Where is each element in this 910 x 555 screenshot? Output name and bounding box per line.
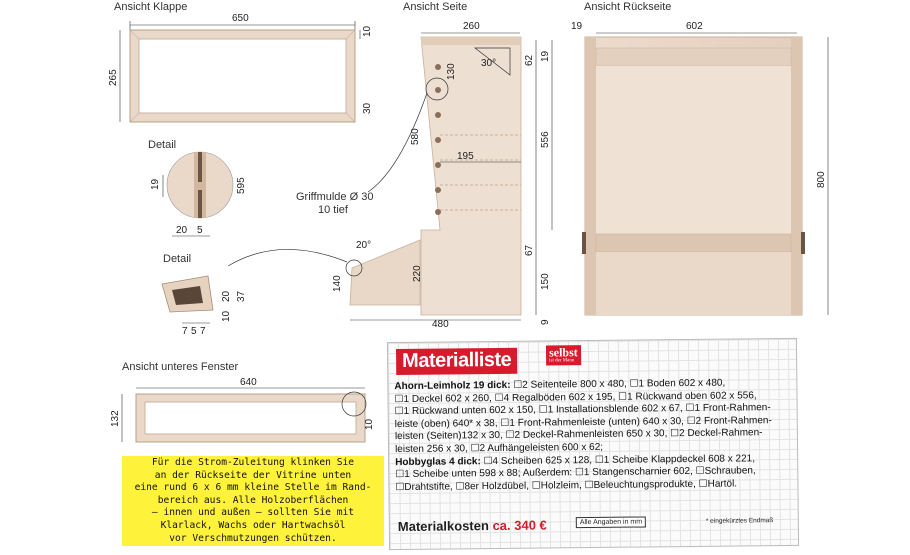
seite-dim-140: 140	[332, 275, 343, 292]
seite-dim-67: 67	[524, 244, 535, 256]
griffmulde-depth: 10 tief	[318, 204, 348, 216]
view-detail-1	[148, 139, 247, 236]
detail2-dim-37: 37	[236, 290, 247, 302]
rueckseite-dim-19: 19	[571, 21, 583, 32]
materialliste-panel	[387, 338, 799, 550]
material-cost	[398, 517, 547, 534]
material-line: Ahorn-Leimholz 19 dick: ☐2 Seitenteile 800 x 480, ☐1 Boden 602 x 480,	[394, 377, 726, 393]
material-line: ☐1 Deckel 602 x 260, ☐4 Regalböden 602 x 195, ☐1 Rückwand oben 602 x 556,	[394, 389, 757, 405]
griffmulde-label: Griffmulde Ø 30	[296, 191, 374, 203]
view-rueckseite	[571, 1, 828, 315]
material-line: ☐1 Rückwand unten 602 x 150, ☐1 Installationsblende 602 x 67, ☐1 Front-Rahmen-	[394, 402, 771, 418]
footnote: * eingekürztes Endmaß	[705, 517, 774, 525]
seite-dim-62: 62	[524, 54, 535, 66]
fenster-dim-10: 10	[364, 418, 375, 430]
seite-dim-480: 480	[432, 319, 449, 330]
note-line: – innen und außen – sollten Sie mit	[151, 507, 355, 519]
material-line: leisten (Seiten)132 x 30, ☐2 Deckel-Rahmenleisten 650 x 30, ☐2 Deckel-Rahmen-	[394, 427, 763, 443]
detail1-title: Detail	[148, 139, 177, 151]
seite-angle-bottom: 20°	[356, 240, 372, 251]
klappe-dim-width: 650	[232, 13, 249, 24]
fenster-dim-width: 640	[240, 377, 257, 388]
detail2-dim-20: 20	[221, 290, 232, 302]
seite-dim-depth: 260	[463, 21, 480, 32]
klappe-dim-height: 265	[108, 69, 119, 86]
brand-badge-text: selbst	[548, 345, 578, 360]
klappe-title: Ansicht Klappe	[114, 1, 188, 13]
note-line: eine rund 6 x 6 mm kleine Stelle im Rand-	[134, 482, 372, 494]
detail2-dim-7b: 7	[200, 326, 206, 337]
seite-title: Ansicht Seite	[403, 1, 468, 13]
note-line: Klarlack, Wachs oder Hartwachsöl	[160, 519, 346, 531]
material-line: leiste (oben) 640* x 38, ☐1 Front-Rahmenleiste (unten) 640 x 30, ☐2 Front-Rahmen-	[394, 414, 772, 430]
detail2-dim-7: 7	[182, 326, 188, 337]
detail1-dim-19: 19	[150, 178, 161, 190]
materialliste-body	[394, 377, 795, 495]
seite-angle-top: 30°	[481, 58, 497, 69]
seite-dim-19: 19	[540, 50, 551, 62]
view-detail-2	[162, 253, 247, 337]
view-fenster	[110, 361, 375, 442]
detail2-title: Detail	[163, 253, 192, 265]
detail1-dim-5: 5	[197, 225, 203, 236]
detail1-dim-20: 20	[176, 225, 188, 236]
seite-dim-220: 220	[412, 265, 423, 282]
view-klappe	[108, 1, 373, 122]
material-line: leisten 256 x 30, ☐2 Aufhängeleisten 600 x 62;	[394, 441, 604, 456]
material-line: ☐1 Scheibe unten 598 x 88; Außerdem: ☐1 Stangenscharnier 602, ☐Schrauben,	[395, 465, 756, 481]
klappe-dim-top: 10	[362, 25, 373, 37]
seite-dim-195: 195	[457, 151, 474, 162]
instruction-note	[122, 456, 384, 546]
seite-dim-150: 150	[540, 273, 551, 290]
fenster-title: Ansicht unteres Fenster	[122, 361, 239, 373]
rueckseite-dim-602: 602	[686, 21, 703, 32]
note-line: vor Verschmutzungen schützen.	[169, 532, 337, 544]
rueckseite-dim-800: 800	[816, 171, 827, 188]
note-line: Für die Strom-Zuleitung klinken Sie	[151, 457, 355, 468]
material-cost-label: Materialkosten	[397, 518, 489, 535]
rueckseite-title: Ansicht Rückseite	[584, 1, 672, 13]
units-note: Alle Angaben in mm	[576, 516, 646, 528]
material-cost-value: ca. 340 €	[492, 517, 547, 534]
materialliste-title: Materialliste	[396, 348, 517, 375]
note-line: an der Rückseite der Vitrine unten	[154, 469, 352, 481]
material-line: Hobbyglas 4 dick: ☐4 Scheiben 625 x 128, ☐1 Scheibe Klappdeckel 608 x 221,	[395, 452, 756, 468]
seite-dim-580: 580	[410, 128, 421, 145]
seite-dim-130: 130	[446, 63, 457, 80]
material-line: ☐Drahtstifte, ☐8er Holzdübel, ☐Holzleim, ☐Beleuchtungsprodukte, ☐Hartöl.	[395, 478, 738, 493]
detail1-dim-595: 595	[236, 177, 247, 194]
brand-badge	[546, 345, 581, 365]
seite-dim-9: 9	[540, 319, 551, 325]
detail2-dim-10: 10	[221, 310, 232, 322]
detail2-dim-5: 5	[191, 326, 197, 337]
seite-dim-556: 556	[540, 131, 551, 148]
fenster-dim-height: 132	[110, 410, 121, 427]
klappe-dim-side: 30	[362, 102, 373, 114]
brand-badge-sub: ist der Mann	[549, 358, 575, 364]
note-line: bereich aus. Alle Holzoberflächen	[157, 494, 349, 506]
